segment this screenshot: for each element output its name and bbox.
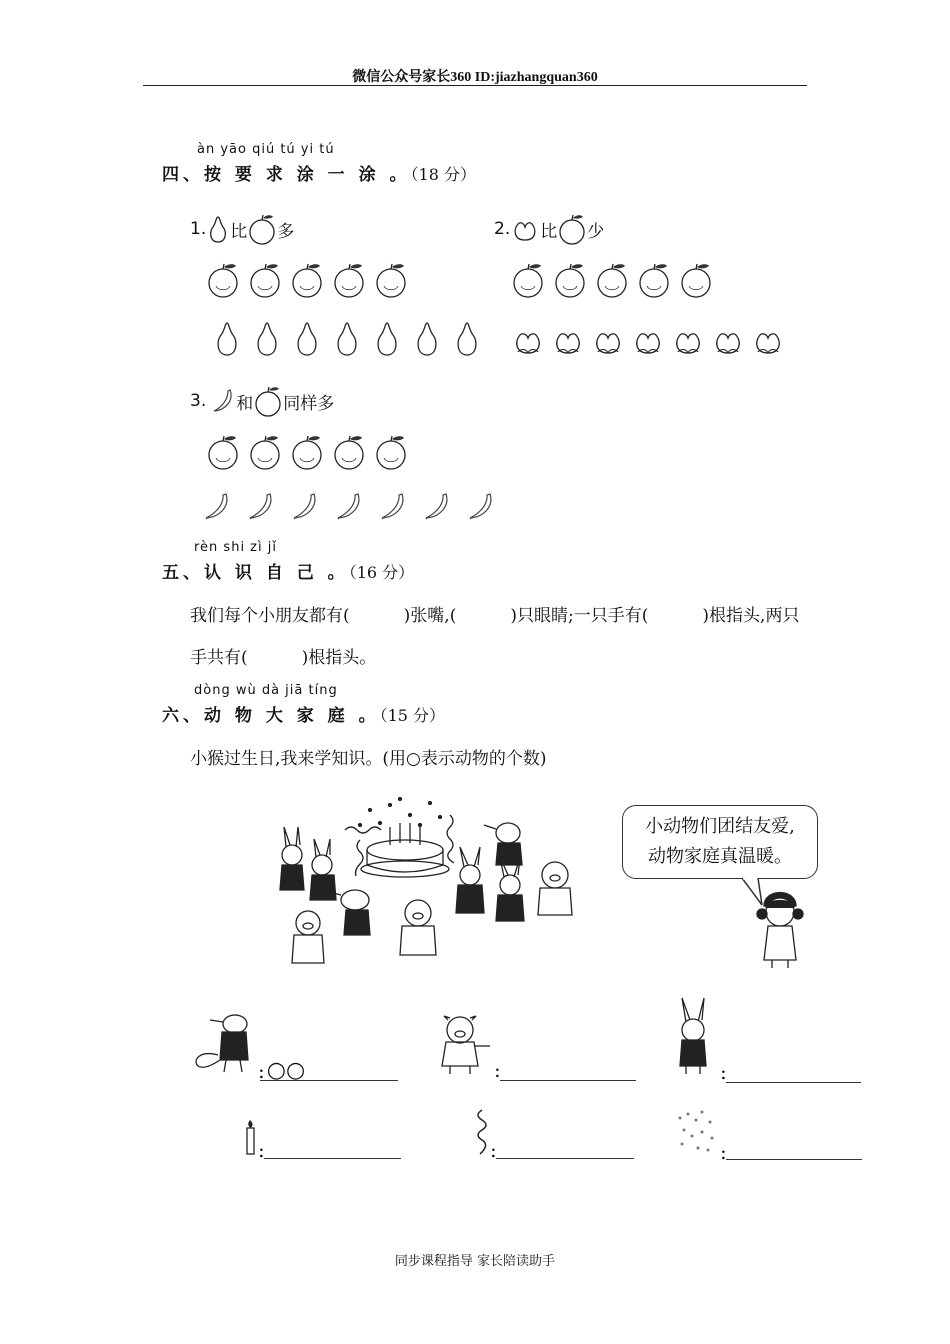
apple-icon[interactable] xyxy=(332,262,366,298)
peach-icon[interactable] xyxy=(672,326,704,356)
banana-icon[interactable] xyxy=(420,490,452,522)
streamer-icon xyxy=(447,815,454,863)
question-3: 3. 和 同样多 xyxy=(190,384,334,418)
apple-icon[interactable] xyxy=(290,434,324,470)
header-divider xyxy=(143,85,807,86)
apple-icon xyxy=(247,212,277,246)
answer-line-rabbit[interactable] xyxy=(726,1081,861,1083)
peach-icon[interactable] xyxy=(712,326,744,356)
answer-line-pig[interactable] xyxy=(500,1079,636,1081)
apple-icon[interactable] xyxy=(679,262,713,298)
banana-icon[interactable] xyxy=(332,490,364,522)
apples-row-3 xyxy=(206,434,408,470)
apple-icon[interactable] xyxy=(374,262,408,298)
section5-pinyin: rèn shi zì jǐ xyxy=(194,540,277,555)
answer-line-streamer[interactable] xyxy=(496,1157,634,1159)
apple-icon[interactable] xyxy=(511,262,545,298)
rabbit-icon xyxy=(280,827,304,890)
pear-icon[interactable] xyxy=(374,320,400,358)
pig-icon xyxy=(538,862,572,915)
banana-icon[interactable] xyxy=(288,490,320,522)
pears-row xyxy=(214,320,480,358)
section4-title: 四、按 要 求 涂 一 涂 。（18 分） xyxy=(162,165,476,185)
peach-icon[interactable] xyxy=(752,326,784,356)
colon: : xyxy=(258,1059,265,1083)
section5-score: （16 分） xyxy=(348,563,415,582)
pig-icon xyxy=(400,900,436,955)
section4-score: （18 分） xyxy=(410,165,476,184)
section5-title: 五、认 识 自 己 。（16 分） xyxy=(162,563,415,583)
peach-icon[interactable] xyxy=(552,326,584,356)
section5-line1: 我们每个小朋友都有( )张嘴,( )只眼睛;一只手有( )根指头,两只 xyxy=(190,606,800,626)
streamer-icon xyxy=(345,827,381,833)
bananas-row xyxy=(200,490,496,522)
peach-icon[interactable] xyxy=(512,326,544,356)
dog-icon xyxy=(484,823,522,865)
pear-icon[interactable] xyxy=(334,320,360,358)
answer-line-confetti[interactable] xyxy=(726,1158,862,1160)
cake-icon xyxy=(361,823,449,877)
apple-icon[interactable] xyxy=(332,434,366,470)
answer-streamer-colon: : xyxy=(490,1138,497,1162)
section5-line2: 手共有( )根指头。 xyxy=(190,648,377,668)
question-2: 2. 比 少 xyxy=(494,212,604,246)
answer-line-candle[interactable] xyxy=(264,1157,401,1159)
banana-icon xyxy=(206,386,236,416)
speech-bubble xyxy=(622,805,818,879)
apple-icon[interactable] xyxy=(290,262,324,298)
apple-icon[interactable] xyxy=(248,434,282,470)
page-footer: 同步课程指导 家长陪读助手 xyxy=(394,1254,556,1269)
apple-icon[interactable] xyxy=(206,434,240,470)
peach-icon[interactable] xyxy=(592,326,624,356)
answer-confetti-colon: : xyxy=(720,1140,727,1164)
pear-icon xyxy=(206,214,230,244)
section4-pinyin: àn yāo qiú tú yi tú xyxy=(197,142,335,157)
answer-candle-colon: : xyxy=(258,1138,265,1162)
question-1: 1. 比 多 xyxy=(190,212,294,246)
section6-intro: 小猴过生日,我来学知识。(用○表示动物的个数) xyxy=(190,749,547,769)
confetti-icon xyxy=(359,798,442,827)
rabbit-icon xyxy=(310,839,336,900)
answer-pig-colon: : xyxy=(494,1058,501,1082)
section6-pinyin: dòng wù dà jiā tíng xyxy=(194,683,338,698)
pear-icon[interactable] xyxy=(414,320,440,358)
banana-icon[interactable] xyxy=(244,490,276,522)
pear-icon[interactable] xyxy=(254,320,280,358)
pear-icon[interactable] xyxy=(294,320,320,358)
section6-score: （15 分） xyxy=(379,706,446,725)
pear-icon[interactable] xyxy=(214,320,240,358)
rabbit-icon xyxy=(456,847,484,913)
answer-rabbit-colon: : xyxy=(720,1060,727,1084)
peaches-row xyxy=(512,326,784,356)
dog-icon xyxy=(190,1010,260,1075)
party-illustration xyxy=(270,795,600,970)
peach-icon xyxy=(510,216,540,242)
apple-icon xyxy=(253,384,283,418)
banana-icon[interactable] xyxy=(376,490,408,522)
bubble-line-1: 小动物们团结友爱, xyxy=(645,816,795,837)
apple-icon[interactable] xyxy=(595,262,629,298)
pig-icon xyxy=(430,1012,500,1077)
streamer-icon xyxy=(470,1108,490,1158)
bubble-line-2: 动物家庭真温暖。 xyxy=(648,846,792,867)
banana-icon[interactable] xyxy=(200,490,232,522)
banana-icon[interactable] xyxy=(464,490,496,522)
apple-icon[interactable] xyxy=(206,262,240,298)
apple-icon[interactable] xyxy=(553,262,587,298)
apple-icon[interactable] xyxy=(637,262,671,298)
rabbit-icon xyxy=(668,992,718,1077)
answer-line-dog[interactable] xyxy=(260,1079,398,1081)
apples-row-1 xyxy=(206,262,408,298)
page-header: 微信公众号家长360 ID:jiazhangquan360 xyxy=(352,70,598,85)
section6-title: 六、动 物 大 家 庭 。（15 分） xyxy=(162,706,446,726)
confetti-icon xyxy=(672,1108,720,1156)
apple-icon[interactable] xyxy=(248,262,282,298)
pig-icon xyxy=(292,911,324,963)
apples-row-2 xyxy=(511,262,713,298)
apple-icon[interactable] xyxy=(374,434,408,470)
girl-icon xyxy=(750,880,810,970)
rabbit-icon xyxy=(496,857,524,921)
apple-icon xyxy=(557,212,587,246)
peach-icon[interactable] xyxy=(632,326,664,356)
sample-answer-circles: ○○ xyxy=(266,1058,306,1083)
pear-icon[interactable] xyxy=(454,320,480,358)
